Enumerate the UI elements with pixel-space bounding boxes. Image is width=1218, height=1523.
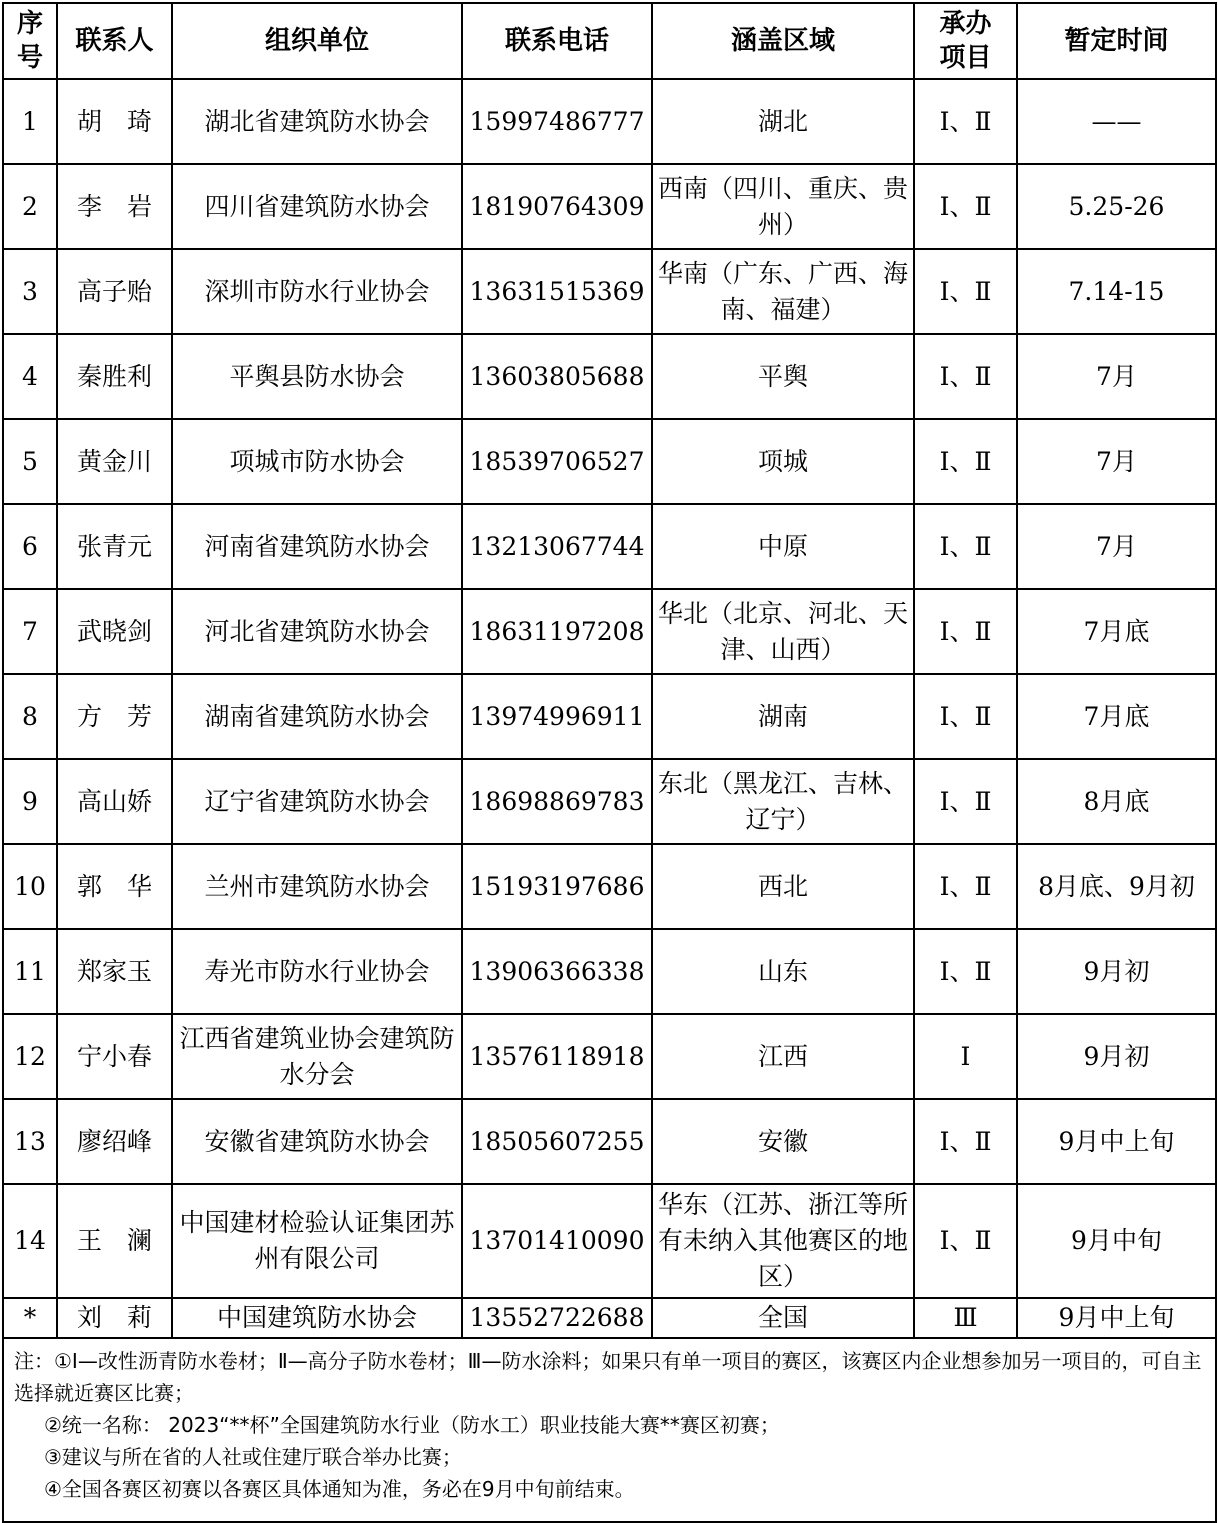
cell-project: Ⅰ、Ⅱ — [914, 674, 1017, 759]
cell-time: 5.25-26 — [1017, 164, 1216, 249]
note-2: ②统一名称： 2023“**杯”全国建筑防水行业（防水工）职业技能大赛**赛区初赛； — [44, 1413, 780, 1437]
cell-phone: 13906366338 — [462, 929, 652, 1014]
cell-seq: 2 — [3, 164, 57, 249]
cell-seq: 13 — [3, 1099, 57, 1184]
cell-org: 项城市防水协会 — [172, 419, 462, 504]
cell-time: —— — [1017, 79, 1216, 164]
cell-seq: 10 — [3, 844, 57, 929]
cell-seq: 9 — [3, 759, 57, 844]
cell-region: 华南（广东、广西、海南、福建） — [652, 249, 914, 334]
cell-project: Ⅰ、Ⅱ — [914, 79, 1017, 164]
cell-time: 9月初 — [1017, 1014, 1216, 1099]
cell-project: Ⅰ、Ⅱ — [914, 504, 1017, 589]
cell-org: 四川省建筑防水协会 — [172, 164, 462, 249]
cell-region: 安徽 — [652, 1099, 914, 1184]
cell-project: Ⅰ — [914, 1014, 1017, 1099]
cell-seq: 1 — [3, 79, 57, 164]
cell-org: 河北省建筑防水协会 — [172, 589, 462, 674]
cell-project: Ⅰ、Ⅱ — [914, 589, 1017, 674]
notes-cell — [3, 1338, 1216, 1522]
cell-region: 江西 — [652, 1014, 914, 1099]
table-row — [3, 589, 1216, 674]
cell-contact: 张青元 — [57, 504, 172, 589]
cell-region: 东北（黑龙江、吉林、辽宁） — [652, 759, 914, 844]
cell-org: 兰州市建筑防水协会 — [172, 844, 462, 929]
table-row — [3, 1014, 1216, 1099]
table-row — [3, 844, 1216, 929]
cell-time: 9月中旬 — [1017, 1184, 1216, 1298]
cell-phone: 13213067744 — [462, 504, 652, 589]
cell-time: 8月底 — [1017, 759, 1216, 844]
notes-row — [3, 1338, 1216, 1522]
cell-phone: 18698869783 — [462, 759, 652, 844]
cell-region: 平舆 — [652, 334, 914, 419]
cell-org: 安徽省建筑防水协会 — [172, 1099, 462, 1184]
cell-project: Ⅲ — [914, 1298, 1017, 1338]
cell-seq: * — [3, 1298, 57, 1338]
table-row — [3, 164, 1216, 249]
cell-contact: 秦胜利 — [57, 334, 172, 419]
note-1: 注：①Ⅰ—改性沥青防水卷材；Ⅱ—高分子防水卷材；Ⅲ—防水涂料；如果只有单一项目的赛区，该赛区内企业想参加另一项目的，可自主选择就近赛区比赛； — [14, 1349, 1202, 1405]
cell-phone: 13576118918 — [462, 1014, 652, 1099]
cell-seq: 11 — [3, 929, 57, 1014]
cell-contact: 方 芳 — [57, 674, 172, 759]
table-row — [3, 419, 1216, 504]
cell-contact: 李 岩 — [57, 164, 172, 249]
table-row — [3, 929, 1216, 1014]
table-row — [3, 759, 1216, 844]
cell-contact: 刘 莉 — [57, 1298, 172, 1338]
header-region: 涵盖区域 — [652, 3, 914, 79]
cell-seq: 4 — [3, 334, 57, 419]
cell-phone: 18539706527 — [462, 419, 652, 504]
table-row — [3, 79, 1216, 164]
cell-project: Ⅰ、Ⅱ — [914, 419, 1017, 504]
table-row — [3, 674, 1216, 759]
table-body — [3, 79, 1216, 1522]
table-row — [3, 504, 1216, 589]
cell-time: 7月底 — [1017, 589, 1216, 674]
cell-region: 华东（江苏、浙江等所有未纳入其他赛区的地区） — [652, 1184, 914, 1298]
cell-seq: 12 — [3, 1014, 57, 1099]
header-project: 承办项目 — [914, 3, 1017, 79]
cell-time: 7月 — [1017, 334, 1216, 419]
cell-region: 全国 — [652, 1298, 914, 1338]
cell-phone: 13552722688 — [462, 1298, 652, 1338]
cell-org: 江西省建筑业协会建筑防水分会 — [172, 1014, 462, 1099]
cell-seq: 5 — [3, 419, 57, 504]
cell-region: 中原 — [652, 504, 914, 589]
cell-region: 山东 — [652, 929, 914, 1014]
table-row — [3, 1184, 1216, 1298]
cell-contact: 宁小春 — [57, 1014, 172, 1099]
cell-phone: 13603805688 — [462, 334, 652, 419]
cell-seq: 3 — [3, 249, 57, 334]
header-row — [3, 3, 1216, 79]
note-3: ③建议与所在省的人社或住建厅联合举办比赛； — [44, 1445, 462, 1469]
table-row — [3, 1099, 1216, 1184]
cell-time: 7月 — [1017, 504, 1216, 589]
cell-project: Ⅰ、Ⅱ — [914, 1099, 1017, 1184]
cell-seq: 8 — [3, 674, 57, 759]
cell-region: 西北 — [652, 844, 914, 929]
cell-phone: 13974996911 — [462, 674, 652, 759]
table-row — [3, 249, 1216, 334]
cell-contact: 郭 华 — [57, 844, 172, 929]
cell-phone: 18631197208 — [462, 589, 652, 674]
cell-project: Ⅰ、Ⅱ — [914, 759, 1017, 844]
cell-contact: 高山娇 — [57, 759, 172, 844]
cell-region: 项城 — [652, 419, 914, 504]
cell-phone: 18505607255 — [462, 1099, 652, 1184]
header-org: 组织单位 — [172, 3, 462, 79]
cell-phone: 13701410090 — [462, 1184, 652, 1298]
cell-region: 湖南 — [652, 674, 914, 759]
cell-contact: 郑家玉 — [57, 929, 172, 1014]
cell-time: 7月 — [1017, 419, 1216, 504]
cell-phone: 15997486777 — [462, 79, 652, 164]
cell-org: 湖北省建筑防水协会 — [172, 79, 462, 164]
cell-project: Ⅰ、Ⅱ — [914, 844, 1017, 929]
cell-org: 湖南省建筑防水协会 — [172, 674, 462, 759]
cell-org: 寿光市防水行业协会 — [172, 929, 462, 1014]
cell-contact: 黄金川 — [57, 419, 172, 504]
cell-time: 7.14-15 — [1017, 249, 1216, 334]
cell-org: 辽宁省建筑防水协会 — [172, 759, 462, 844]
cell-time: 9月中上旬 — [1017, 1298, 1216, 1338]
header-seq: 序号 — [3, 3, 57, 79]
cell-time: 8月底、9月初 — [1017, 844, 1216, 929]
cell-region: 华北（北京、河北、天津、山西） — [652, 589, 914, 674]
header-time: 暂定时间 — [1017, 3, 1216, 79]
cell-time: 9月中上旬 — [1017, 1099, 1216, 1184]
cell-org: 河南省建筑防水协会 — [172, 504, 462, 589]
cell-contact: 武晓剑 — [57, 589, 172, 674]
cell-seq: 6 — [3, 504, 57, 589]
cell-org: 中国建材检验认证集团苏州有限公司 — [172, 1184, 462, 1298]
cell-project: Ⅰ、Ⅱ — [914, 164, 1017, 249]
cell-phone: 13631515369 — [462, 249, 652, 334]
cell-project: Ⅰ、Ⅱ — [914, 929, 1017, 1014]
cell-time: 9月初 — [1017, 929, 1216, 1014]
cell-project: Ⅰ、Ⅱ — [914, 334, 1017, 419]
cell-project: Ⅰ、Ⅱ — [914, 1184, 1017, 1298]
cell-contact: 王 澜 — [57, 1184, 172, 1298]
header-contact: 联系人 — [57, 3, 172, 79]
contact-table — [2, 2, 1217, 1523]
cell-org: 中国建筑防水协会 — [172, 1298, 462, 1338]
cell-contact: 廖绍峰 — [57, 1099, 172, 1184]
cell-contact: 胡 琦 — [57, 79, 172, 164]
cell-org: 深圳市防水行业协会 — [172, 249, 462, 334]
cell-time: 7月底 — [1017, 674, 1216, 759]
cell-phone: 15193197686 — [462, 844, 652, 929]
table-row — [3, 1298, 1216, 1338]
cell-contact: 高子贻 — [57, 249, 172, 334]
cell-region: 湖北 — [652, 79, 914, 164]
note-4: ④全国各赛区初赛以各赛区具体通知为准，务必在9月中旬前结束。 — [44, 1477, 635, 1501]
cell-phone: 18190764309 — [462, 164, 652, 249]
cell-region: 西南（四川、重庆、贵州） — [652, 164, 914, 249]
cell-project: Ⅰ、Ⅱ — [914, 249, 1017, 334]
cell-org: 平舆县防水协会 — [172, 334, 462, 419]
cell-seq: 7 — [3, 589, 57, 674]
header-phone: 联系电话 — [462, 3, 652, 79]
cell-seq: 14 — [3, 1184, 57, 1298]
table-row — [3, 334, 1216, 419]
